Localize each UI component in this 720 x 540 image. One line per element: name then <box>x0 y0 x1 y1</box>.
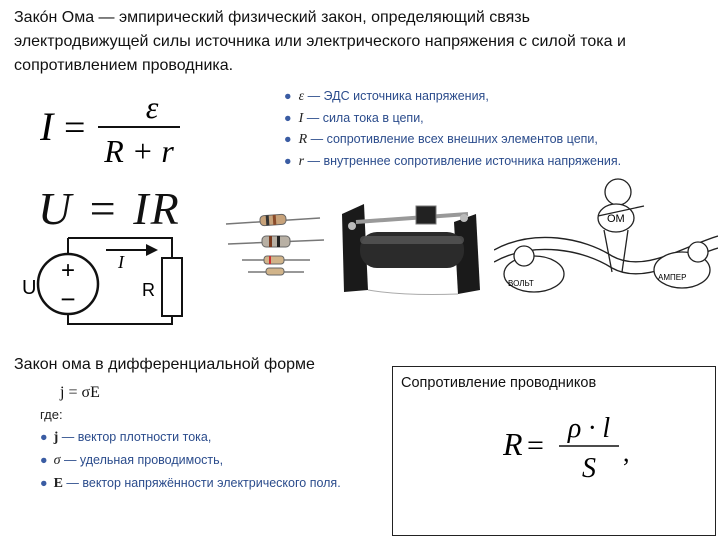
resistor-2-icon <box>228 236 324 247</box>
intro-paragraph <box>14 6 714 78</box>
u-equals-ir-formula: U = IR <box>38 183 181 234</box>
legend-item: ● R — сопротивление всех внешних элементов цепи, <box>284 132 598 147</box>
intro-line-1: Закóн Ома — эмпирический физический закон, определяющий связь <box>14 9 530 26</box>
legend-item: ● r — внутреннее сопротивление источника напряжения. <box>284 153 622 169</box>
formula-denominator: R + r <box>104 133 174 169</box>
legend-item: ● ε — ЭДС источника напряжения, <box>284 89 489 104</box>
rheostat-image <box>334 192 492 298</box>
resistance-numerator: ρ · l <box>567 413 611 444</box>
cartoon-volt-label: ВОЛЬТ <box>508 279 534 288</box>
rheostat-slider <box>416 206 436 224</box>
differential-form-block <box>40 382 341 495</box>
source-minus: − <box>60 284 76 314</box>
intro-line-2: электродвижущей силы источника или электрического напряжения с силой тока и <box>14 33 626 50</box>
resistance-lhs: R <box>503 426 523 462</box>
formula-lhs: I <box>40 104 54 149</box>
resistor-1-icon <box>226 214 320 226</box>
cartoon-om-label: ОМ <box>607 213 625 225</box>
resistor <box>162 258 182 316</box>
resistance-box <box>392 366 716 536</box>
source-label: U <box>22 277 37 299</box>
differential-equation: j = σE <box>60 384 100 401</box>
where-label: где: <box>40 407 63 422</box>
circuit-diagram <box>20 232 195 330</box>
cartoon-amper-figure <box>654 242 710 288</box>
cartoon-om-figure <box>598 179 644 272</box>
source-plus: + <box>60 257 76 284</box>
resistance-formula <box>503 407 643 487</box>
resistance-eq: = <box>527 429 544 462</box>
current-arrow-icon <box>146 244 158 256</box>
ohm-law-formula <box>40 92 200 170</box>
resistor-label: R <box>142 280 155 300</box>
current-label: I <box>118 252 124 272</box>
resistors-image <box>224 210 328 276</box>
formula-numerator: ε <box>145 92 159 125</box>
cartoon-volt-figure <box>504 246 564 292</box>
differential-item: ● σ — удельная проводимость, <box>40 453 224 468</box>
intro-line-3: сопротивлением проводника. <box>14 57 234 74</box>
ohm-cartoon-image <box>494 176 718 306</box>
legend-item: ● I — сила тока в цепи, <box>284 110 424 126</box>
differential-item: ● j — вектор плотности тока, <box>40 430 212 445</box>
resistance-denominator: S <box>582 453 596 484</box>
formula-eq: = <box>64 107 86 149</box>
cartoon-amper-label: АМПЕР <box>658 273 687 282</box>
differential-item: ● E — вектор напряжённости электрического поля. <box>40 476 341 491</box>
resistance-comma: , <box>623 438 630 467</box>
differential-form-title: Закон ома в дифференциальной форме <box>14 356 315 373</box>
rheostat-rail <box>356 214 468 222</box>
resistance-box-title: Сопротивление проводников <box>401 375 597 391</box>
resistor-3-icon <box>242 256 310 275</box>
formula-legend <box>284 86 621 172</box>
